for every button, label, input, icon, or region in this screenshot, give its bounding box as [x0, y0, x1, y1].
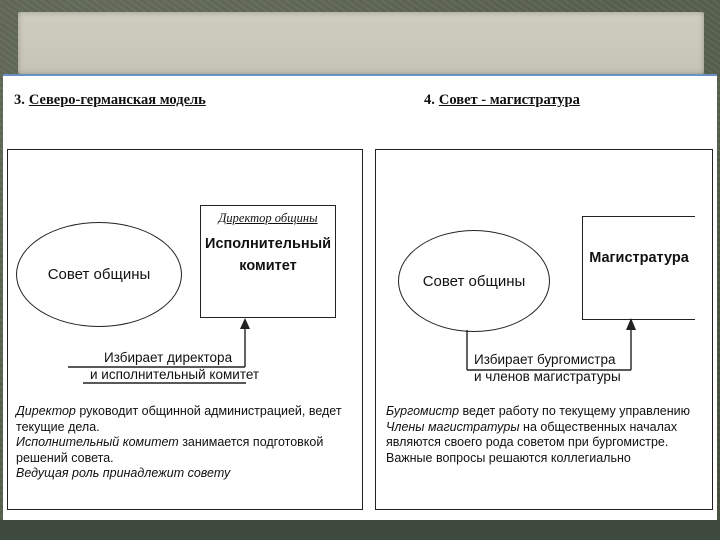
left-heading: [14, 92, 206, 109]
document-page: [3, 74, 717, 520]
right-caption-line2: и членов магистратуры: [474, 369, 621, 384]
left-caption-line1: Избирает директора: [104, 350, 233, 365]
bottom-frame-strip: [0, 520, 720, 540]
title-banner: [18, 12, 704, 74]
right-description: [386, 404, 704, 466]
left-director-label: Директор общины: [218, 211, 318, 225]
left-heading-text: Северо-германская модель: [28, 92, 206, 108]
left-desc-leading-role: Ведущая роль принадлежит совету: [16, 466, 231, 480]
left-council-label: Совет общины: [47, 266, 151, 283]
left-desc-committee: Исполнительный комитет занимается подготовкой решений совета.: [16, 435, 324, 465]
right-caption-line1: Избирает бургомистра: [474, 352, 616, 367]
right-desc-mayor: Бургомистр ведет работу по текущему управлению: [386, 404, 690, 418]
left-diagram-panel: [7, 149, 363, 510]
right-heading-number: 4.: [424, 92, 435, 108]
right-heading-text: Совет - магистратура: [438, 92, 580, 108]
left-description: [16, 404, 356, 482]
left-caption-line2: и исполнительный комитет: [90, 367, 260, 382]
right-heading: [424, 92, 580, 109]
right-desc-members: Члены магистратуры на общественных началах являются своего рода советом при бургомистре.: [386, 419, 678, 449]
left-committee-label: Исполнительный комитет: [205, 236, 331, 274]
left-desc-director: Директор руководит общинной администрацией, ведет текущие дела.: [16, 404, 342, 434]
right-desc-collegial: Важные вопросы решаются коллегиально: [386, 450, 631, 465]
right-diagram-panel: [375, 149, 713, 510]
page-top-border: [3, 74, 717, 76]
left-heading-number: 3.: [14, 92, 25, 108]
right-council-label: Совет общины: [422, 272, 526, 290]
right-magistrate-label: Магистратура: [589, 250, 689, 266]
